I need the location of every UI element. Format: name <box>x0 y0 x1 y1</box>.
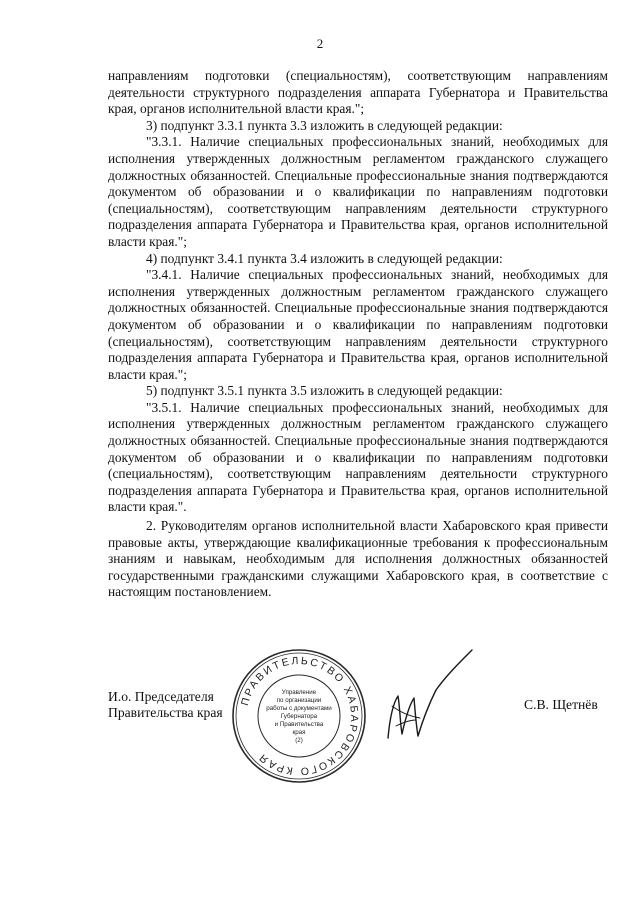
seal-inner-line: работы с документами <box>266 705 332 712</box>
paragraph-continuation: направлениям подготовки (специальностям), соответствующим направлениям деятельности структурного подразделения аппарата Губернатора и Правительства края, органов исполнительной власти края."; <box>108 68 608 117</box>
paragraph-subitem-3: 3) подпункт 3.3.1 пункта 3.3 изложить в следующей редакции: <box>146 117 503 133</box>
signer-position-line2: Правительства края <box>108 705 223 720</box>
official-seal <box>224 646 374 786</box>
seal-inner-line: Губернатора <box>280 713 318 720</box>
seal-inner-line: (2) <box>295 737 303 744</box>
handwritten-signature <box>380 646 480 746</box>
seal-inner-line: по организации <box>276 697 322 704</box>
paragraph-item-2: 2. Руководителям органов исполнительной власти Хабаровского края привести правовые акты, утверждающие квалификационные требования к профессиональным знаниям и навыкам, необходимым для исполнения должностных обязанностей государственными гражданскими служащими Хабаровского края, в соответствие с настоящим постановлением. <box>108 518 608 600</box>
paragraph-quote-3-5-1: "3.5.1. Наличие специальных профессиональных знаний, необходимых для исполнения утвержденных должностным регламентом гражданского служащего должностных обязанностей. Специальные профессиональные знания подтверждаются документом об образовании и о квалификации по направлениям подготовки (специальностям), соответствующим направлениям деятельности структурного подразделения аппарата Губернатора и Правительства края, органов исполнительной власти края.". <box>108 399 608 515</box>
signer-position <box>108 689 223 721</box>
signer-name: С.В. Щетнёв <box>524 697 598 712</box>
paragraph-quote-3-4-1: "3.4.1. Наличие специальных профессиональных знаний, необходимых для исполнения утвержденных должностным регламентом гражданского служащего должностных обязанностей. Специальные профессиональные знания подтверждаются документом об образовании и о квалификации по направлениям подготовки (специальностям), соответствующим направлениям деятельности структурного подразделения аппарата Губернатора и Правительства края, органов исполнительной власти края."; <box>108 267 608 382</box>
paragraph-quote-3-3-1: "3.3.1. Наличие специальных профессиональных знаний, необходимых для исполнения утвержденных должностным регламентом гражданского служащего должностных обязанностей. Специальные профессиональные знания подтверждаются документом об образовании и о квалификации по направлениям подготовки (специальностям), соответствующим направлениям деятельности структурного подразделения аппарата Губернатора и Правительства края, органов исполнительной власти края."; <box>108 134 608 249</box>
document-body <box>108 68 608 601</box>
seal-outer-text: ПРАВИТЕЛЬСТВО ХАБАРОВСКОГО КРАЯ <box>239 654 361 778</box>
seal-inner-line: Управление <box>281 689 317 696</box>
page-number: 2 <box>316 36 324 51</box>
paragraph-subitem-5: 5) подпункт 3.5.1 пункта 3.5 изложить в следующей редакции: <box>146 383 503 399</box>
seal-inner-line: края <box>292 729 306 736</box>
paragraph-subitem-4: 4) подпункт 3.4.1 пункта 3.4 изложить в следующей редакции: <box>146 250 503 266</box>
seal-inner-line: и Правительства <box>274 721 324 728</box>
signer-position-line1: И.о. Председателя <box>108 689 214 704</box>
